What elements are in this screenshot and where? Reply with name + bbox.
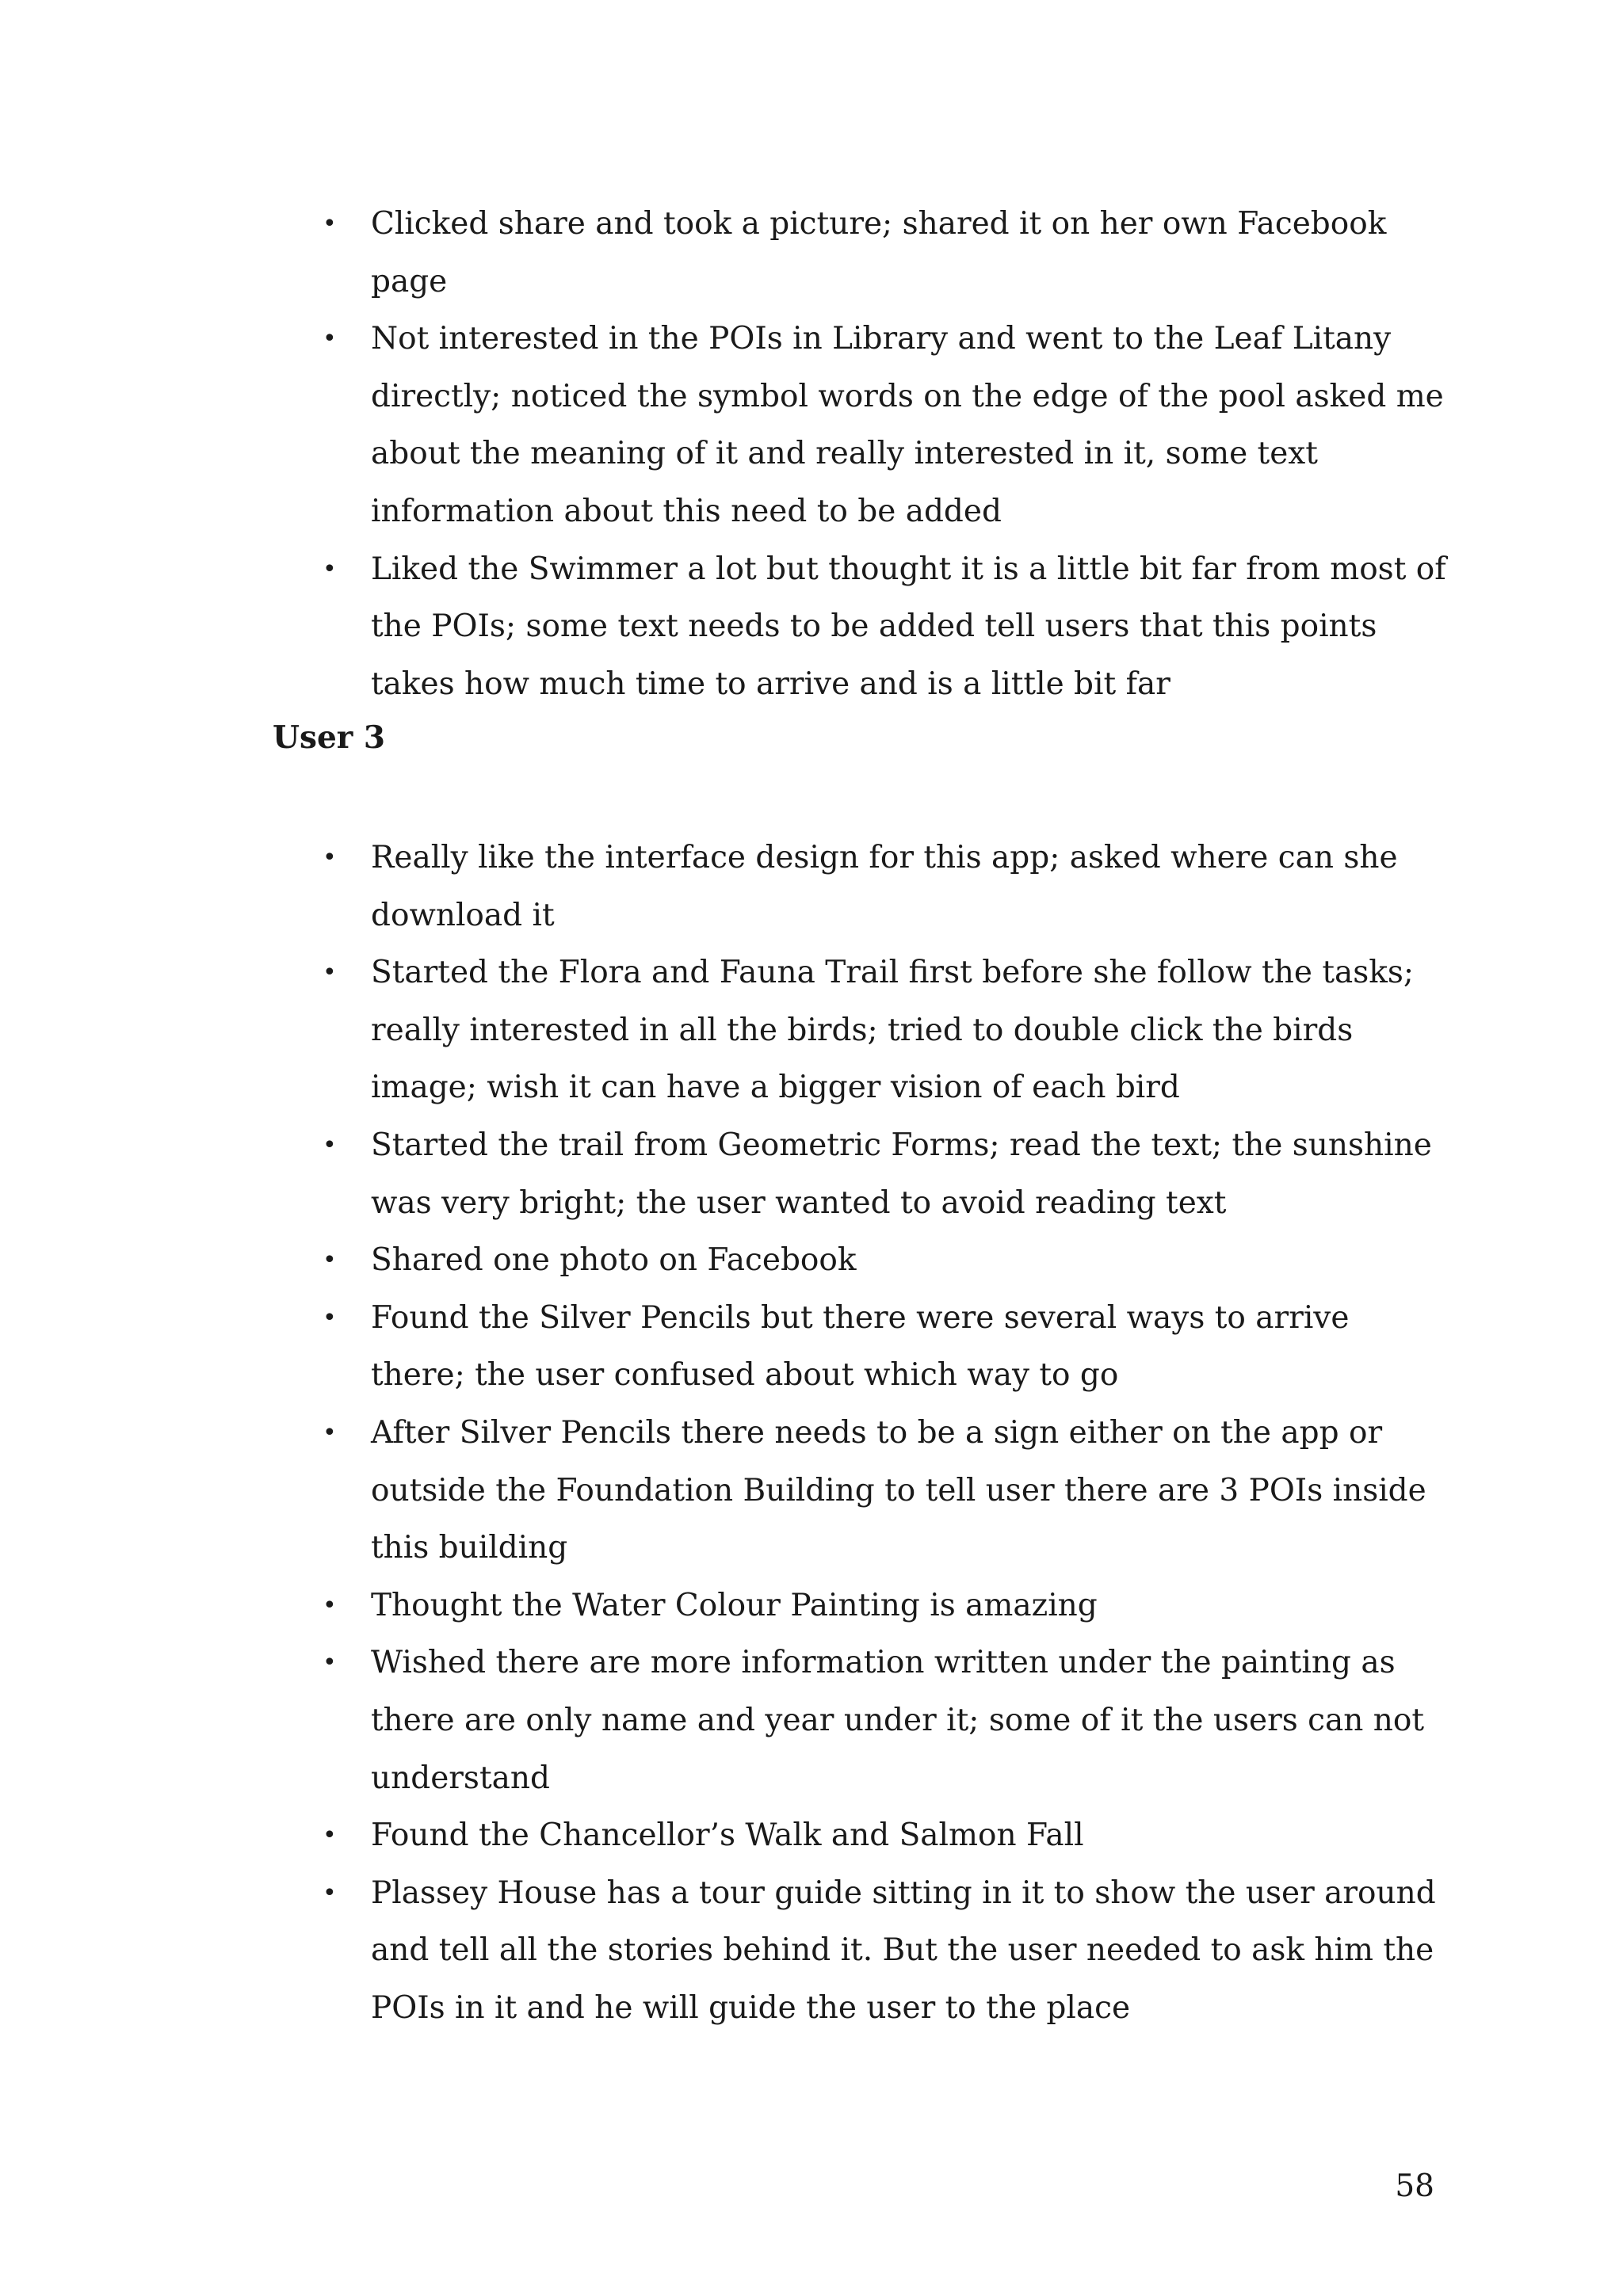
bullet-icon: • (323, 1246, 337, 1275)
list-item-text: Plassey House has a tour guide sitting in it to show the user around and tell all the stories behind it. But the user needed to ask him the POIs in it and he will guide the user to the place (371, 1875, 1436, 2026)
list-item (0, 541, 1449, 714)
list-item (0, 196, 1449, 311)
bullet-icon: • (323, 1418, 337, 1447)
list-item-text: Clicked share and took a picture; shared it on her own Facebook page (371, 206, 1387, 299)
bullet-icon: • (323, 1821, 337, 1850)
bullet-icon: • (323, 555, 337, 583)
list-item-text: Liked the Swimmer a lot but thought it is a little bit far from most of the POIs; some text needs to be added tell users that this points takes how much time to arrive and is a little bit far (371, 551, 1446, 702)
list-item (0, 830, 1449, 944)
list-item (0, 944, 1449, 1117)
list-item-text: Wished there are more information written under the painting as there are only name and year under it; some of it the users can not understand (371, 1645, 1425, 1796)
list-item (0, 1577, 1449, 1635)
bullet-icon: • (323, 1649, 337, 1677)
bullet-icon: • (323, 959, 337, 987)
bullet-icon: • (323, 1878, 337, 1907)
list-item-text: Thought the Water Colour Painting is amazing (371, 1587, 1098, 1623)
list-item-text: Shared one photo on Facebook (371, 1242, 857, 1279)
list-item (0, 1634, 1449, 1807)
list-item-text: Started the trail from Geometric Forms; read the text; the sunshine was very bright; the user wanted to avoid reading text (371, 1127, 1432, 1221)
observation-list-previous-user (0, 196, 1623, 713)
list-item-text: Found the Chancellor’s Walk and Salmon Fall (371, 1817, 1084, 1854)
page-number: 58 (1395, 2168, 1434, 2204)
list-item-text: Started the Flora and Fauna Trail first before she follow the tasks; really interested in all the birds; tried to double click the birds image; wish it can have a bigger vision of each bird (371, 955, 1415, 1106)
list-item (0, 1290, 1449, 1405)
bullet-icon: • (323, 1591, 337, 1619)
list-item (0, 1865, 1449, 2038)
section-heading-user-3: User 3 (273, 719, 386, 756)
list-item (0, 311, 1449, 540)
list-item (0, 1117, 1449, 1232)
list-item (0, 1232, 1449, 1290)
bullet-icon: • (323, 1131, 337, 1159)
bullet-icon: • (323, 325, 337, 353)
list-item-text: Really like the interface design for this app; asked where can she download it (371, 840, 1398, 933)
list-item-text: Found the Silver Pencils but there were several ways to arrive there; the user confused about which way to go (371, 1299, 1350, 1394)
observation-list-user-3 (0, 830, 1623, 2037)
bullet-icon: • (323, 210, 337, 238)
bullet-icon: • (323, 1303, 337, 1332)
list-item-text: Not interested in the POIs in Library and went to the Leaf Litany directly; noticed the symbol words on the edge of the pool asked me about the meaning of it and really interested in it, some text information about this need to be added (371, 321, 1444, 529)
list-item (0, 1807, 1449, 1865)
bullet-icon: • (323, 844, 337, 871)
list-item-text: After Silver Pencils there needs to be a sign either on the app or outside the Foundation Building to tell user there are 3 POIs inside this building (371, 1414, 1426, 1566)
list-item (0, 1405, 1449, 1577)
